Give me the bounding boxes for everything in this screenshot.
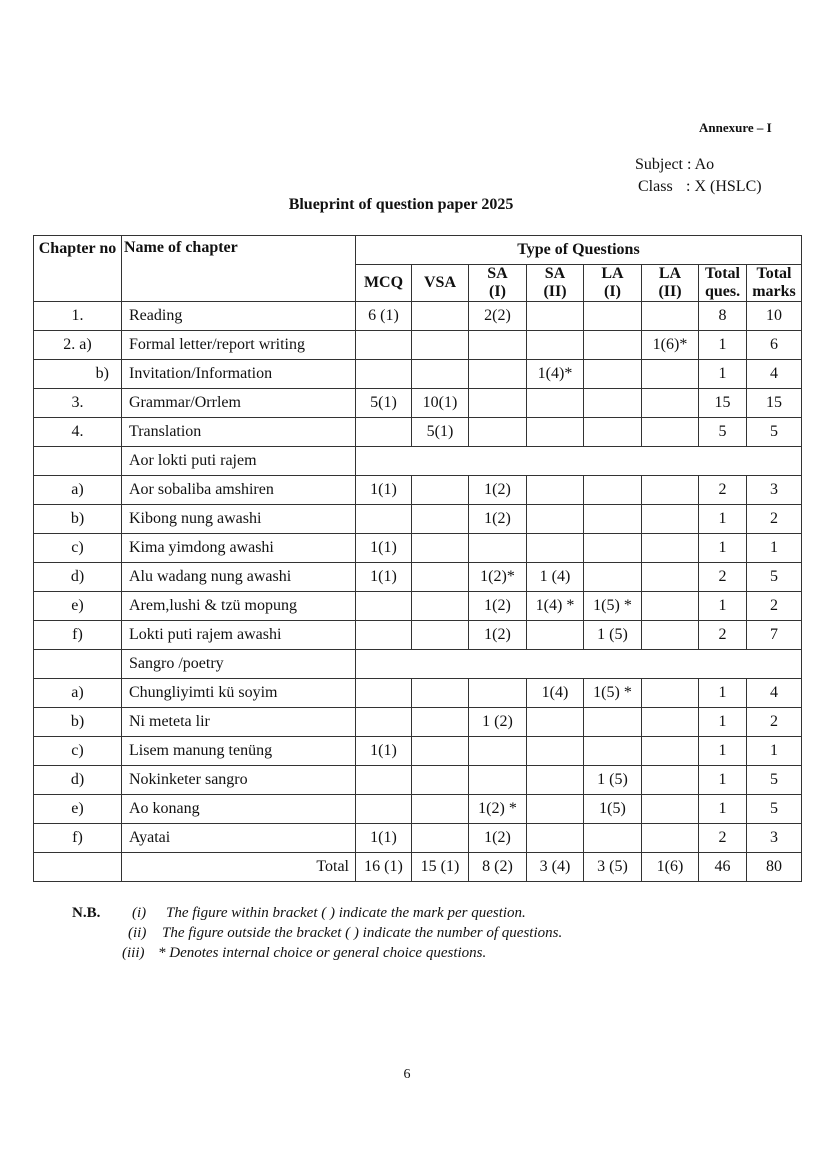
table-cell: Reading	[122, 302, 356, 331]
table-cell: 2	[747, 592, 802, 621]
table-cell: 1	[699, 592, 747, 621]
table-cell	[584, 360, 642, 389]
table-cell	[642, 708, 699, 737]
table-cell	[469, 418, 527, 447]
table-cell: 1(1)	[356, 737, 412, 766]
table-cell: Aor sobaliba amshiren	[122, 476, 356, 505]
note-item: (iii) * Denotes internal choice or general choice questions.	[122, 945, 487, 961]
table-cell	[412, 592, 469, 621]
table-cell: Grammar/Orrlem	[122, 389, 356, 418]
table-cell: 1(1)	[356, 824, 412, 853]
table-cell	[412, 331, 469, 360]
section-title-poetry: Sangro /poetry	[122, 650, 356, 679]
table-cell: 5(1)	[356, 389, 412, 418]
table-cell: b)	[34, 505, 122, 534]
table-cell: 2	[699, 476, 747, 505]
table-cell	[356, 447, 802, 476]
table-cell	[469, 766, 527, 795]
class-label: Class	[638, 178, 673, 195]
col-total-questions: Total ques.	[699, 265, 747, 302]
table-cell	[34, 650, 122, 679]
table-cell	[356, 766, 412, 795]
table-cell: 15	[747, 389, 802, 418]
table-row	[34, 505, 802, 534]
table-row	[34, 563, 802, 592]
table-cell: 8 (2)	[469, 853, 527, 882]
table-cell	[412, 505, 469, 534]
col-la2: LA (II)	[642, 265, 699, 302]
table-cell: 1	[699, 534, 747, 563]
table-cell: d)	[34, 563, 122, 592]
table-cell: 1	[699, 505, 747, 534]
table-row	[34, 795, 802, 824]
table-cell: 10(1)	[412, 389, 469, 418]
table-cell	[642, 824, 699, 853]
table-row	[34, 418, 802, 447]
table-cell	[356, 795, 412, 824]
col-sa2: SA (II)	[527, 265, 584, 302]
table-cell	[527, 737, 584, 766]
table-cell	[584, 418, 642, 447]
table-cell: 1(2)	[469, 592, 527, 621]
table-cell: 1 (2)	[469, 708, 527, 737]
table-cell	[527, 418, 584, 447]
table-cell	[356, 621, 412, 650]
table-cell: 3 (5)	[584, 853, 642, 882]
table-cell	[356, 505, 412, 534]
col-total-marks: Total marks	[747, 265, 802, 302]
table-cell	[527, 824, 584, 853]
table-cell	[469, 389, 527, 418]
table-cell	[584, 824, 642, 853]
table-cell	[356, 360, 412, 389]
table-cell	[412, 302, 469, 331]
table-cell: 5	[747, 563, 802, 592]
table-cell: 6 (1)	[356, 302, 412, 331]
table-cell: 10	[747, 302, 802, 331]
table-cell	[642, 737, 699, 766]
table-cell	[356, 650, 802, 679]
table-cell: 3	[747, 476, 802, 505]
table-cell	[584, 563, 642, 592]
table-cell	[412, 679, 469, 708]
table-cell: Ayatai	[122, 824, 356, 853]
table-cell	[527, 766, 584, 795]
table-cell: 1(4)*	[527, 360, 584, 389]
table-cell: Arem,lushi & tzü mopung	[122, 592, 356, 621]
col-type-of-questions: Type of Questions	[356, 236, 802, 265]
class-value: X (HSLC)	[694, 178, 762, 195]
table-cell: Alu wadang nung awashi	[122, 563, 356, 592]
table-cell	[642, 476, 699, 505]
col-vsa: VSA	[412, 265, 469, 302]
table-cell: 5	[747, 766, 802, 795]
table-cell	[412, 534, 469, 563]
table-cell	[469, 534, 527, 563]
table-cell: 1(2)	[469, 505, 527, 534]
table-cell	[527, 505, 584, 534]
table-cell: 2	[699, 824, 747, 853]
note-item: (ii) The figure outside the bracket ( ) indicate the number of questions.	[128, 925, 563, 941]
table-cell: f)	[34, 621, 122, 650]
table-cell: 1	[699, 795, 747, 824]
table-cell: 1(2)	[469, 476, 527, 505]
table-cell	[642, 621, 699, 650]
table-cell	[412, 766, 469, 795]
table-cell: 1(1)	[356, 476, 412, 505]
table-cell: 1(1)	[356, 534, 412, 563]
table-cell: 1(4)	[527, 679, 584, 708]
table-cell: 1(5) *	[584, 679, 642, 708]
table-cell: 1(5) *	[584, 592, 642, 621]
subject-line	[635, 154, 762, 176]
table-cell	[642, 679, 699, 708]
table-cell: 3	[747, 824, 802, 853]
table-row	[34, 621, 802, 650]
table-cell: e)	[34, 592, 122, 621]
table-cell	[356, 331, 412, 360]
table-cell	[527, 534, 584, 563]
table-cell	[356, 679, 412, 708]
table-cell: 1(2)*	[469, 563, 527, 592]
col-chapter-no: Chapter no	[34, 236, 122, 302]
table-cell: 3.	[34, 389, 122, 418]
table-cell	[584, 534, 642, 563]
table-cell	[356, 418, 412, 447]
table-cell	[469, 360, 527, 389]
total-label: Total	[122, 853, 356, 882]
table-row	[34, 737, 802, 766]
table-cell: 1(2)	[469, 824, 527, 853]
class-separator: :	[686, 178, 691, 195]
table-cell	[34, 853, 122, 882]
class-line	[635, 176, 762, 198]
table-cell: 15	[699, 389, 747, 418]
table-cell: 5	[747, 795, 802, 824]
table-cell: b)	[34, 360, 122, 389]
table-cell: 1	[699, 708, 747, 737]
table-cell: 1 (5)	[584, 621, 642, 650]
table-cell	[412, 621, 469, 650]
table-cell	[356, 592, 412, 621]
annexure-label: Annexure – I	[699, 120, 772, 135]
page-title: Blueprint of question paper 2025	[288, 196, 514, 213]
table-cell: c)	[34, 737, 122, 766]
total-row	[34, 853, 802, 882]
table-row	[34, 534, 802, 563]
table-cell	[412, 708, 469, 737]
page-number: 6	[403, 1067, 411, 1082]
col-mcq: MCQ	[356, 265, 412, 302]
table-cell	[584, 708, 642, 737]
table-cell: Kima yimdong awashi	[122, 534, 356, 563]
notes-label: N.B.	[72, 905, 101, 921]
table-cell: f)	[34, 824, 122, 853]
table-cell: 8	[699, 302, 747, 331]
table-cell	[584, 476, 642, 505]
table-cell: 1 (4)	[527, 563, 584, 592]
table-cell	[584, 302, 642, 331]
col-name-of-chapter: Name of chapter	[122, 236, 356, 302]
table-cell	[584, 737, 642, 766]
table-cell: Invitation/Information	[122, 360, 356, 389]
table-cell: 1(4) *	[527, 592, 584, 621]
table-cell	[469, 737, 527, 766]
table-cell	[469, 679, 527, 708]
table-cell	[412, 563, 469, 592]
table-cell: 4	[747, 679, 802, 708]
table-cell	[527, 389, 584, 418]
table-cell: d)	[34, 766, 122, 795]
table-cell	[642, 563, 699, 592]
section-title-prose: Aor lokti puti rajem	[122, 447, 356, 476]
header-row-top	[34, 236, 802, 265]
table-cell: 2	[699, 563, 747, 592]
table-cell: 16 (1)	[356, 853, 412, 882]
table-cell: Chungliyimti kü soyim	[122, 679, 356, 708]
table-cell: 1	[699, 679, 747, 708]
table-row	[34, 824, 802, 853]
table-cell: 2(2)	[469, 302, 527, 331]
table-cell	[412, 476, 469, 505]
table-row	[34, 331, 802, 360]
table-cell	[642, 534, 699, 563]
table-cell	[642, 389, 699, 418]
table-row	[34, 679, 802, 708]
col-la1: LA (I)	[584, 265, 642, 302]
subject-label: Subject :	[635, 156, 692, 173]
table-cell: 1.	[34, 302, 122, 331]
table-cell: 1	[699, 331, 747, 360]
table-cell	[642, 795, 699, 824]
table-cell	[34, 447, 122, 476]
table-cell: 5(1)	[412, 418, 469, 447]
note-item: (i) The figure within bracket ( ) indicate the mark per question.	[132, 905, 526, 921]
table-cell: 4.	[34, 418, 122, 447]
table-cell: a)	[34, 476, 122, 505]
table-cell: 15 (1)	[412, 853, 469, 882]
table-cell: 5	[747, 418, 802, 447]
table-cell: Lokti puti rajem awashi	[122, 621, 356, 650]
table-cell: 3 (4)	[527, 853, 584, 882]
table-cell: 1(5)	[584, 795, 642, 824]
section-row-prose	[34, 447, 802, 476]
table-cell	[527, 795, 584, 824]
table-cell: c)	[34, 534, 122, 563]
table-cell	[412, 737, 469, 766]
table-cell: 1 (5)	[584, 766, 642, 795]
table-cell: 2. a)	[34, 331, 122, 360]
table-row	[34, 360, 802, 389]
table-cell: 1	[747, 534, 802, 563]
table-row	[34, 592, 802, 621]
table-cell	[584, 331, 642, 360]
table-cell	[356, 708, 412, 737]
table-cell: 1	[699, 766, 747, 795]
table-cell: 1(1)	[356, 563, 412, 592]
table-cell: Kibong nung awashi	[122, 505, 356, 534]
table-cell: 1(6)	[642, 853, 699, 882]
table-cell	[527, 302, 584, 331]
table-cell: e)	[34, 795, 122, 824]
table-cell: b)	[34, 708, 122, 737]
subject-value: Ao	[694, 156, 715, 173]
table-cell: 5	[699, 418, 747, 447]
table-cell: 2	[699, 621, 747, 650]
table-cell	[527, 621, 584, 650]
table-row	[34, 389, 802, 418]
table-cell	[642, 505, 699, 534]
table-cell	[584, 389, 642, 418]
table-cell	[642, 592, 699, 621]
table-cell	[412, 824, 469, 853]
table-cell	[642, 360, 699, 389]
table-cell: 1	[699, 737, 747, 766]
table-cell	[412, 360, 469, 389]
table-cell	[584, 505, 642, 534]
table-cell: 80	[747, 853, 802, 882]
table-cell: 4	[747, 360, 802, 389]
table-row	[34, 766, 802, 795]
table-cell: 1(2)	[469, 621, 527, 650]
table-cell	[527, 476, 584, 505]
table-row	[34, 476, 802, 505]
table-cell	[527, 331, 584, 360]
table-row	[34, 708, 802, 737]
subject-class-block	[635, 154, 762, 198]
table-cell: Formal letter/report writing	[122, 331, 356, 360]
table-cell: 7	[747, 621, 802, 650]
table-cell: Lisem manung tenüng	[122, 737, 356, 766]
table-cell	[642, 302, 699, 331]
table-cell: Ni meteta lir	[122, 708, 356, 737]
table-cell: 6	[747, 331, 802, 360]
table-cell: 2	[747, 708, 802, 737]
table-cell: 46	[699, 853, 747, 882]
table-cell	[642, 766, 699, 795]
table-cell: a)	[34, 679, 122, 708]
table-row	[34, 302, 802, 331]
table-cell: 1	[747, 737, 802, 766]
table-cell	[469, 331, 527, 360]
table-cell: Nokinketer sangro	[122, 766, 356, 795]
section-row-poetry	[34, 650, 802, 679]
table-cell: 1(2) *	[469, 795, 527, 824]
table-cell	[527, 708, 584, 737]
table-cell: Translation	[122, 418, 356, 447]
table-cell: 2	[747, 505, 802, 534]
table-cell: 1(6)*	[642, 331, 699, 360]
col-sa1: SA (I)	[469, 265, 527, 302]
blueprint-table	[33, 235, 802, 882]
table-cell: 1	[699, 360, 747, 389]
table-cell: Ao konang	[122, 795, 356, 824]
table-cell	[642, 418, 699, 447]
table-cell	[412, 795, 469, 824]
